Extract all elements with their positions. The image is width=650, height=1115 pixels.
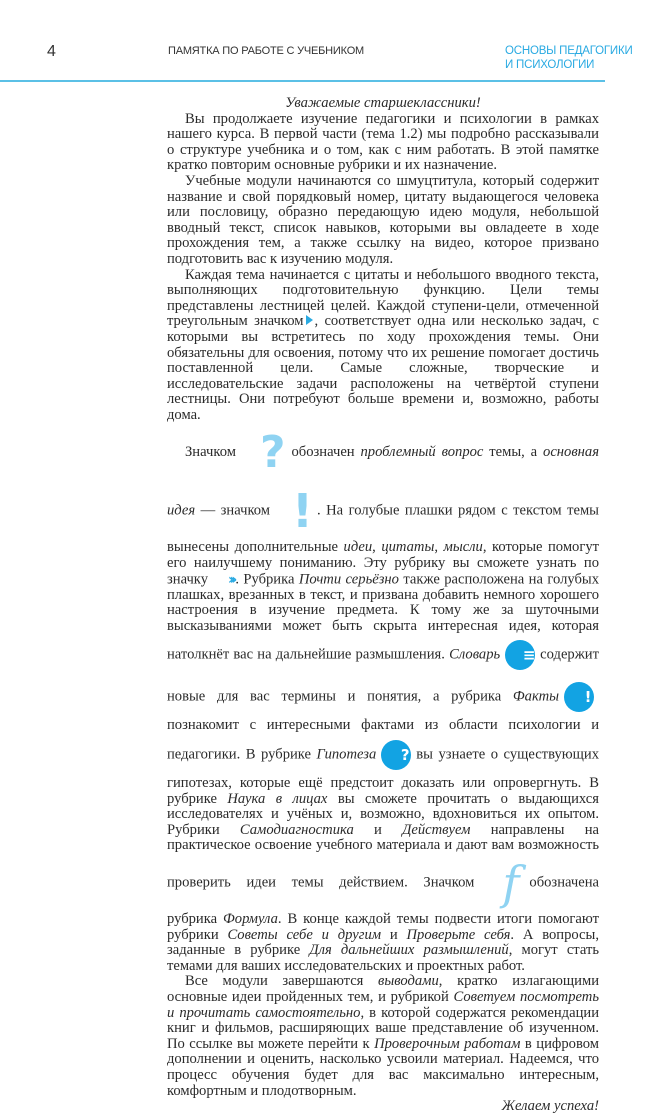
text-segment: темы, а [483,444,544,461]
course-title-line: И ПСИХОЛОГИИ [505,59,595,71]
text-segment: , которые помогут его наилучшему пониманию. Эту рубрику вы сможете узнать по значку [167,539,600,587]
emphasized-text: проблемный вопрос [360,444,484,461]
text-segment: направлены на практическое освоение учебного материала и дают вам возможность проверить идеи темы действием. Значком [167,821,599,891]
body-text [167,112,599,1100]
emphasized-text: идеи [343,539,373,556]
emphasized-text: выводами [378,973,439,990]
paragraph [167,268,599,424]
closing-wish: Желаем успеха! [501,1098,599,1115]
text-segment: . А вопросы, заданные в рубрике [167,926,599,959]
running-title: ПАМЯТКА ПО РАБОТЕ С УЧЕБНИКОМ [168,45,365,57]
paragraph [167,112,599,174]
text-segment: вы узнаете о существующих гипотезах, которые ещё предстоит доказать или опровергнуть. В рубрике [167,746,599,807]
emphasized-text: цитаты [381,539,435,556]
text-segment: , в которой содержатся рекомендации книг и фильмов, расширяющих ваше представление об изученном. По ссылке вы можете перейти к [167,1004,600,1052]
emphasized-text: мысли [443,539,483,556]
emphasized-text: Наука в лицах [227,790,328,807]
text-segment: , кратко излагающими основные идеи пройденных тем, и рубрикой [167,973,600,1005]
text-segment: Значком [185,444,236,461]
text-segment: обозначена рубрика [167,874,599,927]
header-divider [0,80,605,82]
text-segment: Каждая тема начинается с цитаты и небольшого вводного текста, выполняющих подготовительную функцию. Цели темы представлены лестницей целей. Каждой ступени-цели, отмеченной треугольным значком [167,266,599,330]
emphasized-text: Советуем посмотреть и прочитать самостоятельно [167,988,599,1021]
exclamation-mark-icon: ! [292,484,314,539]
emphasized-text: Факты [512,688,559,705]
paragraph [167,423,599,974]
emphasized-text: Советы себе и другим [227,926,382,943]
text-segment: также расположена на голубых плашках, врезанных в текст, и призвана добавить немного хорошего настроения в изучение предмета. К тому же за шуточными высказываниями может быть скрыта интересная идея, которая натолкнёт вас на дальнейшие размышления. [167,571,599,663]
text-segment: , могут стать темами для ваших исследовательских и проектных работ. [167,942,599,974]
text-segment: , [372,539,382,556]
text-segment: вы сможете прочитать о выдающихся исследователях и учёных и, возможно, вдохновиться их опытом. Рубрики [167,790,599,838]
paragraph [167,174,599,268]
emphasized-text: Словарь [449,646,501,663]
hypothesis-icon: ? [381,740,411,770]
dictionary-icon: ≡ [505,640,535,670]
text-segment: и [381,926,407,943]
text-segment: , [434,539,444,556]
emphasized-text: Действуем [402,821,471,838]
text-segment: Вы продолжаете изучение педагогики и психологии в рамках нашего курса. В первой части (тема 1.2) мы подробно рассказывали о структуре учебника и о том, как с ним работать. В этой памятке кратко повторим основные рубрики и их назначение. [167,110,599,174]
paragraph [167,974,599,1099]
chevrons-icon: ››› [228,571,234,588]
text-segment: . В конце каждой темы подвести итоги помогают рубрики [167,911,599,943]
formula-icon: f [502,856,520,910]
emphasized-text: основная идея [167,444,599,519]
course-title [505,44,633,72]
text-segment: . Рубрика [235,571,299,587]
triangle-icon [306,315,313,325]
text-segment: и [353,821,403,838]
emphasized-text: Почти серьёзно [298,571,399,587]
emphasized-text: Проверьте себя [406,926,511,943]
text-segment: в цифровом дополнении и оценить, насколько усвоили материал. Надеемся, что процесс обучения будет для вас максимально интересным, комфортным и плодотворным. [167,1035,599,1099]
emphasized-text: Проверочным работам [374,1035,521,1052]
question-mark-icon: ? [259,427,286,479]
emphasized-text: Самодиагностика [239,821,354,838]
text-segment: обозначен [291,444,361,461]
text-segment: познакомит с интересными фактами из области психологии и педагогики. В рубрике [167,717,599,763]
text-segment: . На голубые плашки рядом с текстом темы вынесены дополнительные [167,502,599,556]
text-segment: Учебные модули начинаются со шмуцтитула, который содержит название и свой порядковый номер, цитату выдающегося человека или пословицу, образно передающую идею модуля, небольшой вводный текст, список навыков, которыми вы овладеете в ходе прохождения тем, а также ссылку на видео, которое призвано подготовить вас к изучению модуля. [167,172,599,267]
text-segment: — значком [195,502,271,519]
greeting: Уважаемые старшеклассники! [285,95,481,111]
text-segment: Все модули завершаются [185,973,379,990]
text-segment: содержит новые для вас термины и понятия, а рубрика [167,646,599,705]
emphasized-text: Для дальнейших размышлений [309,942,509,959]
emphasized-text: Гипотеза [316,746,377,763]
course-title-line: ОСНОВЫ ПЕДАГОГИКИ [505,45,633,57]
emphasized-text: Формула [223,911,278,927]
text-segment: , соответствует одна или несколько задач, с которыми вы встретитесь по ходу прохождения темы. Они обязательны для освоения, потому что их решение помогает достичь поставленной цели. Самые сложные, творческие и исследовательские задачи расположены на четвёртой ступени лестницы. Они потребуют больше времени и, возможно, работы дома. [167,313,599,423]
page-number: 4 [47,43,56,60]
page-body [167,96,599,1115]
facts-icon: ! [564,682,594,712]
